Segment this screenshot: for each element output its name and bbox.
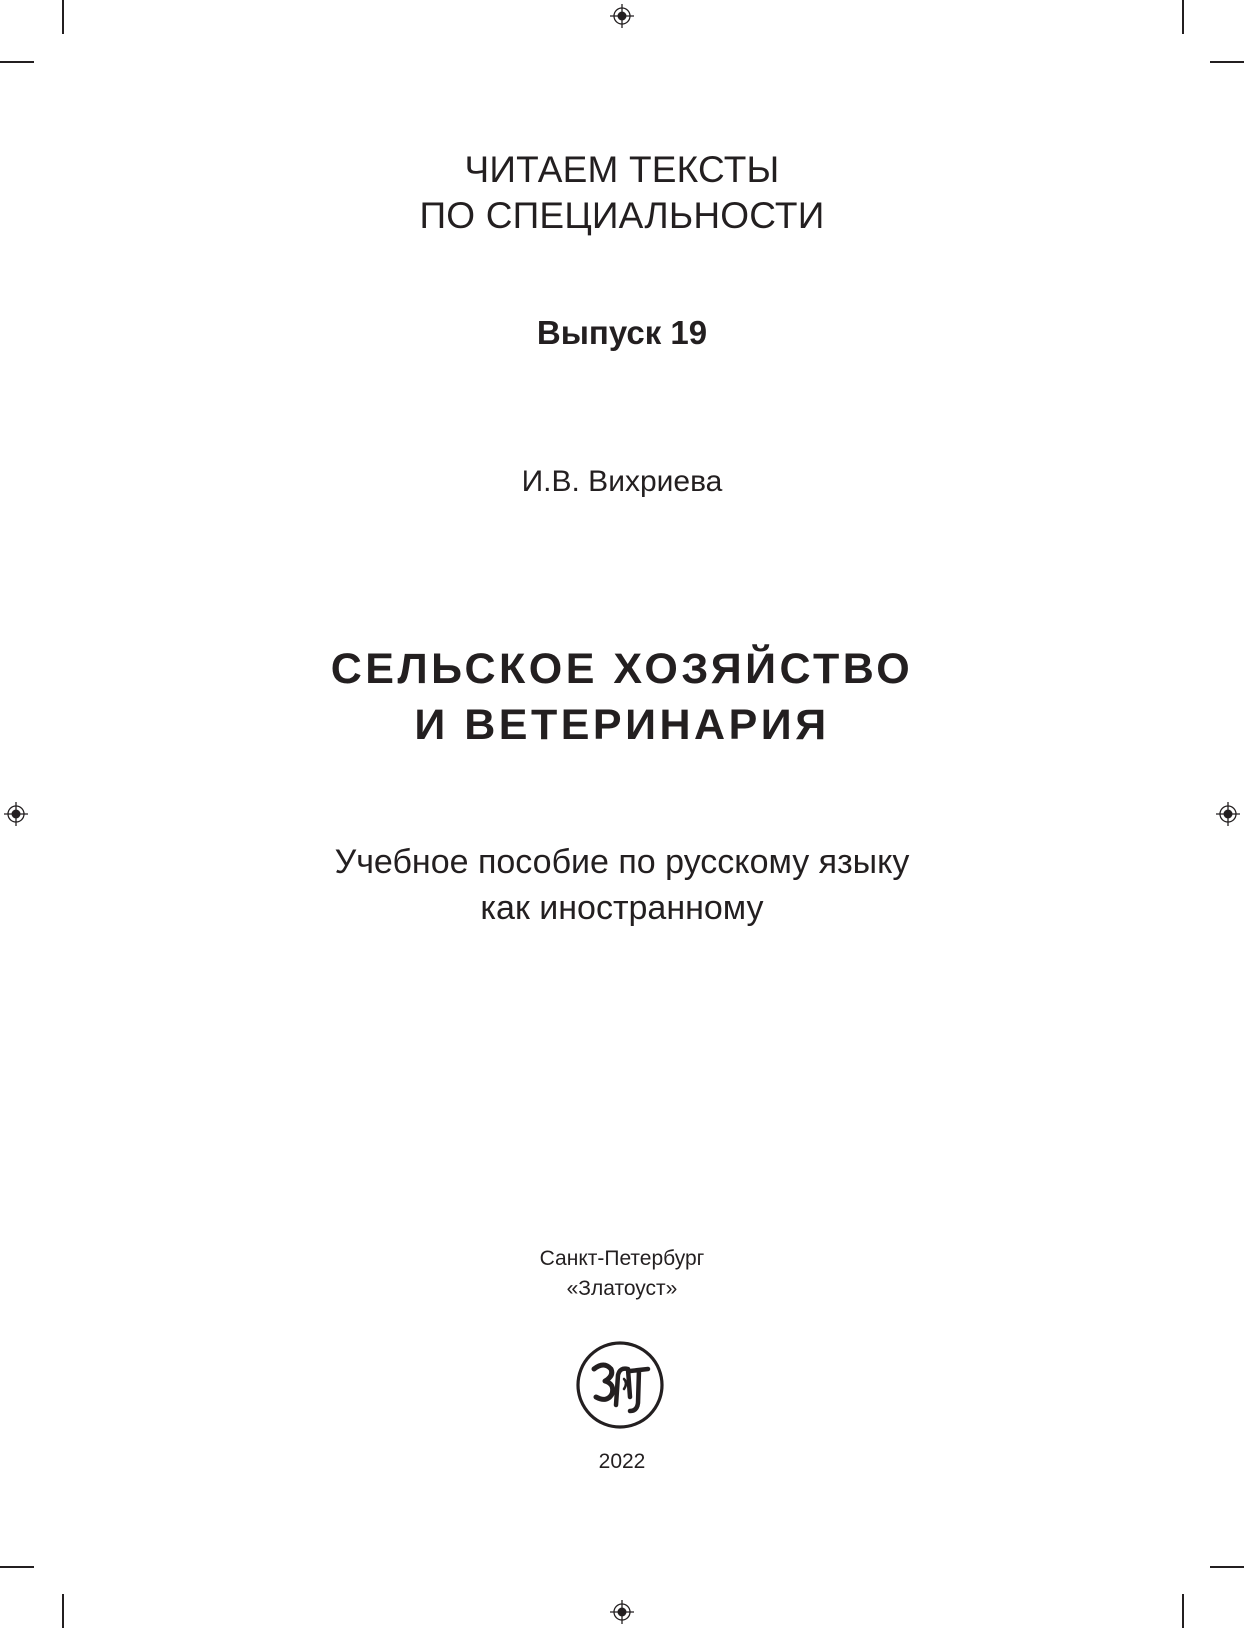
series-title bbox=[0, 147, 1244, 239]
author-name: И.В. Вихриева bbox=[521, 465, 723, 498]
crop-mark-bottom-right bbox=[1182, 1594, 1184, 1628]
crop-mark-top-right bbox=[1182, 0, 1184, 34]
registration-mark-icon bbox=[610, 1600, 634, 1624]
registration-mark-icon bbox=[610, 4, 634, 28]
registration-mark-icon bbox=[1216, 802, 1240, 826]
zlatoust-publisher-logo-icon bbox=[574, 1339, 666, 1431]
imprint-city: Санкт-Петербург bbox=[539, 1247, 705, 1270]
imprint-year: 2022 bbox=[598, 1450, 646, 1473]
crop-mark-right-top bbox=[1210, 61, 1244, 63]
book-subtitle-line-1: Учебное пособие по русскому языку bbox=[334, 843, 910, 881]
series-title-line-1: ЧИТАЕМ ТЕКСТЫ bbox=[464, 149, 780, 190]
book-title-line-2: И ВЕТЕРИНАРИЯ bbox=[414, 701, 830, 749]
crop-mark-right-bottom bbox=[1210, 1566, 1244, 1568]
series-title-line-2: ПО СПЕЦИАЛЬНОСТИ bbox=[419, 195, 825, 236]
issue-number: Выпуск 19 bbox=[536, 314, 708, 351]
book-subtitle-line-2: как иностранному bbox=[480, 889, 764, 927]
crop-mark-left-top bbox=[0, 61, 34, 63]
book-subtitle bbox=[0, 839, 1244, 931]
book-title bbox=[0, 641, 1244, 753]
imprint-publisher: «Златоуст» bbox=[566, 1277, 678, 1300]
registration-mark-icon bbox=[4, 802, 28, 826]
crop-mark-bottom-left bbox=[62, 1594, 64, 1628]
crop-mark-top-left bbox=[62, 0, 64, 34]
crop-mark-left-bottom bbox=[0, 1566, 34, 1568]
book-title-line-1: СЕЛЬСКОЕ ХОЗЯЙСТВО bbox=[330, 645, 914, 693]
